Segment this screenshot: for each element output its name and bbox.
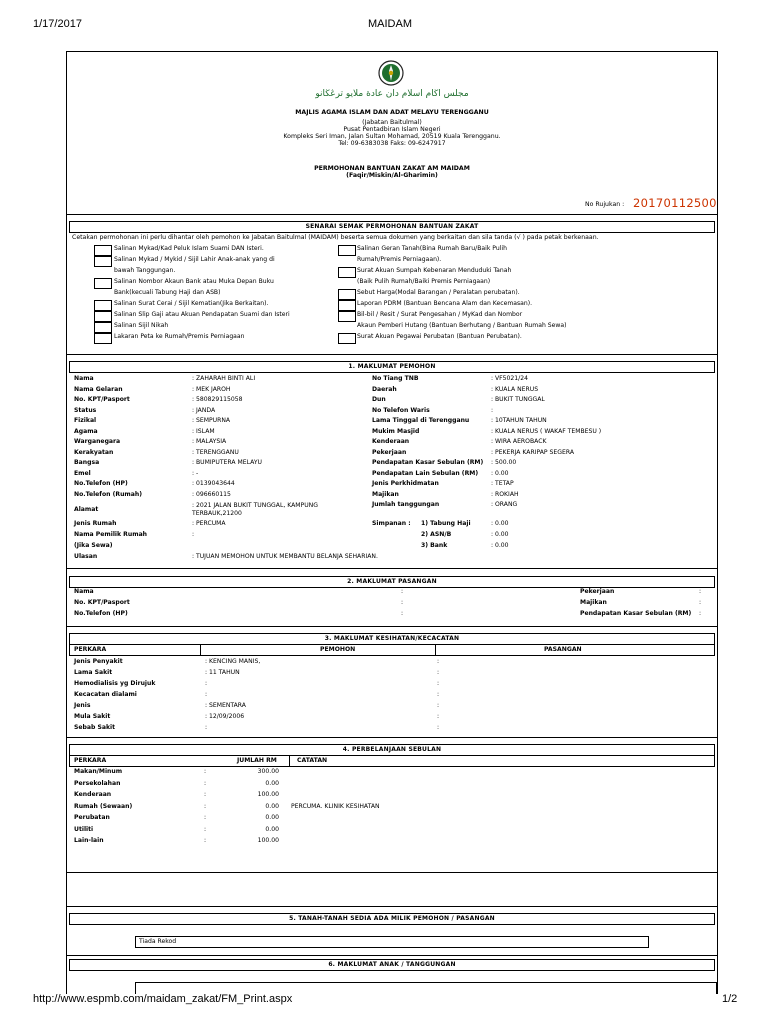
spouse-field-label: No.Telefon (HP) — [74, 610, 128, 617]
health-row-pasangan: : — [437, 669, 440, 676]
checklist-item-left: Salinan Mykad / Mykid / Sijil Lahir Anak-anak yang di — [114, 256, 275, 263]
field-ulasan-value: : TUJUAN MEMOHON UNTUK MEMBANTU BELANJA SEHARIAN. — [192, 553, 378, 560]
applicant-field-label: Pekerjaan — [372, 448, 407, 456]
savings-value: : 0.00 — [491, 531, 509, 538]
section3-title: 3. MAKLUMAT KESIHATAN/KECACATAN — [69, 633, 715, 645]
applicant-field-label: Jenis Perkhidmatan — [372, 480, 439, 487]
applicant-field-value: : MEK JAROH — [192, 385, 231, 393]
applicant-field-value: : JANDA — [192, 406, 216, 414]
expense-row-label: Persekolahan — [74, 779, 121, 787]
section5-title: 5. TANAH-TANAH SEDIA ADA MILIK PEMOHON / PASANGAN — [69, 913, 715, 925]
checklist-item-right: Akaun Pemberi Hutang (Bantuan Berhutang / Bantuan Rumah Sewa) — [357, 322, 567, 329]
checkbox[interactable] — [94, 333, 112, 344]
checkbox[interactable] — [94, 278, 112, 289]
spouse-field-label: Pekerjaan — [580, 588, 615, 595]
savings-value: : 0.00 — [491, 542, 509, 549]
applicant-field-value: : 10TAHUN TAHUN — [491, 417, 547, 424]
spouse-field-value: : — [699, 610, 702, 617]
applicant-field-label: Daerah — [372, 385, 397, 393]
simpanan-label: Simpanan : — [372, 520, 411, 527]
section6-title: 6. MAKLUMAT ANAK / TANGGUNGAN — [69, 959, 715, 971]
checklist-item-right: Rumah/Premis Perniagaan). — [357, 256, 442, 263]
health-row-pemohon: : — [205, 724, 208, 731]
health-row-pasangan: : — [437, 691, 440, 698]
checklist-item-left: Lakaran Peta ke Rumah/Premis Perniagaan — [114, 333, 245, 340]
savings-label: 3) Bank — [421, 542, 448, 549]
applicant-field-label: No Tiang TNB — [372, 375, 419, 382]
applicant-field-value: : KUALA NERUS — [491, 385, 539, 393]
expense-row-amount: 0.00 — [265, 779, 279, 787]
section4-title: 4. PERBELANJAAN SEBULAN — [69, 744, 715, 756]
checkbox[interactable] — [338, 333, 356, 344]
health-row-label: Sebab Sakit — [74, 724, 116, 731]
form-title: PERMOHONAN BANTUAN ZAKAT AM MAIDAM — [314, 165, 470, 172]
health-row-label: Jenis Penyakit — [74, 658, 123, 665]
ref-number: 20170112500 — [633, 196, 717, 210]
checklist-item-left: Salinan Sijil Nikah — [114, 322, 169, 329]
spouse-field-value: : — [699, 588, 702, 595]
health-row-pasangan: : — [437, 680, 440, 687]
applicant-field-label: Kenderaan — [372, 438, 410, 445]
expense-row-colon: : — [204, 837, 207, 844]
expense-row-colon: : — [204, 802, 207, 810]
expense-row-amount: 100.00 — [257, 791, 279, 798]
applicant-field-label: Fizikal — [74, 417, 97, 424]
expense-row-label: Lain-lain — [74, 837, 104, 844]
expense-row-colon: : — [204, 768, 207, 775]
expense-row-colon: : — [204, 814, 207, 821]
expense-row-label: Rumah (Sewaan) — [74, 802, 133, 810]
expense-row-note: PERCUMA. KLINIK KESIHATAN — [291, 802, 380, 810]
section2-title: 2. MAKLUMAT PASANGAN — [69, 576, 715, 588]
checkbox[interactable] — [338, 289, 356, 300]
applicant-field-value: : VF5021/24 — [491, 375, 528, 382]
applicant-field-value: : BUKIT TUNGGAL — [491, 396, 545, 403]
health-row-pemohon: : — [205, 680, 208, 687]
checklist-item-right: (Baik Pulih Rumah/Baiki Premis Perniagaan) — [357, 278, 491, 285]
checklist-item-right: Salinan Geran Tanah(Bina Rumah Baru/Baik Pulih — [357, 245, 507, 252]
checklist-item-right: Bil-bil / Resit / Surat Pengesahan / MyKad dan Nombor — [357, 311, 523, 318]
org-phone: Tel: 09-6383038 Faks: 09-6247917 — [338, 140, 446, 147]
health-row-label: Jenis — [74, 702, 91, 709]
applicant-field-label: Majikan — [372, 490, 399, 498]
checkbox[interactable] — [338, 267, 356, 278]
form-subtitle: (Faqir/Miskin/Al-Gharimin) — [346, 172, 438, 179]
maidam-logo — [378, 60, 404, 86]
applicant-field-value: : BUMIPUTERA MELAYU — [192, 459, 263, 466]
applicant-field-value: : TERENGGANU — [192, 448, 239, 456]
spouse-field-label: Majikan — [580, 599, 607, 606]
checklist-item-left: Salinan Nombor Akaun Bank atau Muka Depan Buku — [114, 278, 274, 285]
applicant-field-value: : 0139043644 — [192, 480, 235, 487]
applicant-field-value: : ISLAM — [192, 427, 215, 435]
print-url: http://www.espmb.com/maidam_zakat/FM_Print.aspx — [33, 993, 293, 1005]
applicant-field-value: : ZAHARAH BINTI ALI — [192, 375, 256, 382]
spouse-field-value: : — [401, 588, 404, 595]
applicant-field-label: Pendapatan Kasar Sebulan (RM) — [372, 459, 484, 466]
expense-row-amount: 0.00 — [265, 802, 279, 810]
checklist-item-left: Salinan Mykad/Kad Peluk Islam Suami DAN Isteri. — [114, 245, 264, 252]
checklist-item-right: Sebut Harga(Modal Barangan / Peralatan perubatan). — [357, 289, 520, 296]
applicant-field-label: No.Telefon (Rumah) — [74, 490, 143, 498]
spouse-field-value: : — [401, 599, 404, 606]
savings-value: : 0.00 — [491, 520, 509, 527]
checkbox[interactable] — [94, 256, 112, 267]
checkbox[interactable] — [338, 245, 356, 256]
health-table-header: PERKARA PEMOHON PASANGAN — [69, 644, 715, 656]
land-record-box: Tiada Rekod — [135, 936, 649, 948]
print-date: 1/17/2017 — [33, 18, 82, 30]
spouse-field-value: : — [699, 599, 702, 606]
spouse-field-label: Nama — [74, 588, 94, 595]
health-row-label: Kecacatan dialami — [74, 691, 137, 698]
spouse-field-label: No. KPT/Pasport — [74, 599, 130, 606]
checklist-item-left: bawah Tanggungan. — [114, 267, 176, 274]
expense-row-label: Perubatan — [74, 814, 110, 821]
print-title: MAIDAM — [368, 18, 412, 30]
checklist-title: SENARAI SEMAK PERMOHONAN BANTUAN ZAKAT — [69, 221, 715, 233]
applicant-field-label: No Telefon Waris — [372, 406, 430, 414]
applicant-field-value: : - — [192, 469, 199, 477]
spouse-field-value: : — [401, 610, 404, 617]
org-name: MAJLIS AGAMA ISLAM DAN ADAT MELAYU TERENGGANU — [295, 109, 489, 116]
expense-row-amount: 0.00 — [265, 814, 279, 821]
health-row-label: Hemodialisis yg Dirujuk — [74, 680, 156, 687]
health-row-pemohon: : KENCING MANIS, — [205, 658, 261, 665]
applicant-field-label: Jumlah tanggungan — [372, 501, 440, 508]
checkbox[interactable] — [94, 245, 112, 256]
applicant-field-label: Nama Gelaran — [74, 385, 123, 393]
health-row-pasangan: : — [437, 724, 440, 731]
health-row-pemohon: : — [205, 691, 208, 698]
checklist-intro: Cetakan permohonan ini perlu dihantar oleh pemohon ke Jabatan Baitulmal (MAIDAM) beserta semua dokumen yang berkaitan dan sila tanda (√ ) pada petak berkenaan. — [72, 234, 599, 241]
health-row-pasangan: : — [437, 702, 440, 709]
applicant-field-label: Warganegara — [74, 438, 121, 445]
applicant-field-value: : 580829115058 — [192, 396, 243, 403]
applicant-field-value: : ORANG — [491, 501, 518, 508]
health-row-pemohon: : SEMENTARA — [205, 702, 246, 709]
health-row-pemohon: : 11 TAHUN — [205, 669, 240, 676]
checkbox[interactable] — [338, 311, 356, 322]
applicant-field-label: Kerakyatan — [74, 448, 114, 456]
health-row-label: Mula Sakit — [74, 713, 111, 720]
expense-row-colon: : — [204, 791, 207, 798]
applicant-field-value: : 0.00 — [491, 469, 509, 477]
health-row-pasangan: : — [437, 713, 440, 720]
expense-row-label: Kenderaan — [74, 791, 112, 798]
health-row-pasangan: : — [437, 658, 440, 665]
centre-name: Pusat Pentadbiran Islam Negeri — [343, 126, 441, 133]
applicant-field-label: No. KPT/Pasport — [74, 396, 130, 403]
checkbox[interactable] — [94, 322, 112, 333]
applicant-field-label: Status — [74, 406, 97, 414]
ref-label: No Rujukan : — [585, 201, 625, 208]
dept-name: (Jabatan Baitulmal) — [362, 119, 422, 126]
checkbox[interactable] — [338, 300, 356, 311]
applicant-field-value: : MALAYSIA — [192, 438, 227, 445]
savings-label: 2) ASN/B — [421, 531, 452, 538]
checklist-item-left: Bank(kecuali Tabung Haji dan ASB) — [114, 289, 221, 296]
health-row-pemohon: : 12/09/2006 — [205, 713, 245, 720]
expense-row-amount: 100.00 — [257, 837, 279, 844]
alamat-line1: : 2021 JALAN BUKIT TUNGGAL, KAMPUNG — [192, 502, 318, 509]
applicant-field-value: : ROKIAH — [491, 490, 519, 498]
checklist-item-right: Laporan PDRM (Bantuan Bencana Alam dan Kecemasan). — [357, 300, 533, 307]
expense-row-colon: : — [204, 825, 207, 833]
expense-row-amount: 0.00 — [265, 825, 279, 833]
form-frame: مجلس اڬام اسلام دان عادة ملايو ترڠڬانو MAJLIS AGAMA ISLAM DAN ADAT MELAYU TERENGGANU (Jabatan Baitulmal) Pusat Pentadbiran Islam Negeri Kompleks Seri Iman, Jalan Sultan Mohamad, 20519 Kuala Terengganu. Tel: 09-6383038 Faks: 09-6247917 PERMOHONAN BANTUAN ZAKAT AM MAIDAM (Faqir/Miskin/Al-Gharimin) No Rujukan : 20170112500 SENARAI SEMAK PERMOHONAN BANTUAN ZAKAT Cetakan permohonan ini perlu dihantar oleh pemohon ke Jabatan Baitulmal (MAIDAM) beserta semua dokumen yang berkaitan dan sila tanda (√ ) pada petak berkenaan. Salinan Mykad/Kad Peluk Islam Suami DAN Isteri. Salinan Mykad / Mykid / Sijil Lahir Anak-anak yang di bawah Tanggungan. Salinan Nombor Akaun Bank atau Muka Depan Buku Bank(kecuali Tabung Haji dan ASB) Salinan Surat Cerai / Sijil Kematian(Jika Berkaitan). Salinan Slip Gaji atau Akuan Pendapatan Suami dan Isteri Salinan Sijil Nikah Lakaran Peta ke Rumah/Premis Perniagaan Salinan Geran Tanah(Bina Rumah Baru/Baik Pulih Rumah/Premis Perniagaan). Surat Akuan Sumpah Kebenaran Menduduki Tanah (Baik Pulih Rumah/Baiki Premis Perniagaan) Sebut Harga(Modal Barangan / Peralatan perubatan). Laporan PDRM (Bantuan Bencana Alam dan Kecemasan). Bil-bil / Resit / Surat Pengesahan / MyKad dan Nombor Akaun Pemberi Hutang (Bantuan Berhutang / Bantuan Rumah Sewa) Surat Akuan Pegawai Perubatan (Bantuan Perubatan). 1. MAKLUMAT PEMOHON Nama : ZAHARAH BINTI ALI Nama Gelaran : MEK JAROH No. KPT/Pasport : 580829115058 Status : JANDA Fizikal : SEMPURNA Agama : ISLAM Warganegara : MALAYSIA Kerakyatan : TERENGGANU Bangsa : BUMIPUTERA MELAYU Emel : - No.Telefon (HP) : 0139043644 No.Telefon (Rumah) : 096660115 No Tiang TNB : VF5021/24 Daerah : KUALA NERUS Dun : BUKIT TUNGGAL No Telefon Waris : Lama Tinggal di Terengganu : 10TAHUN TAHUN Mukim Masjid : KUALA NERUS ( WAKAF TEMBESU ) Kenderaan : WIRA AEROBACK Pekerjaan : PEKERJA KARIPAP SEGERA Pendapatan Kasar Sebulan (RM) : 500.00 Pendapatan Lain Sebulan (RM) : 0.00 Jenis Perkhidmatan : TETAP Majikan : ROKIAH Jumlah tanggungan : ORANG Alamat : 2021 JALAN BUKIT TUNGGAL, KAMPUNG TERBAUK,21200 Jenis Rumah : PERCUMA Nama Pemilik Rumah : (Jika Sewa) Ulasan : TUJUAN MEMOHON UNTUK MEMBANTU BELANJA SEHARIAN. Simpanan : 1) Tabung Haji : 0.00 2) ASN/B : 0.00 3) Bank : 0.00 2. MAKLUMAT PASANGAN Nama : No. KPT/Pasport : No.Telefon (HP) : Pekerjaan : Majikan : Pendapatan Kasar Sebulan (RM) : 3. MAKLUMAT KESIHATAN/KECACATAN PERKARA PEMOHON PASANGAN Jenis Penyakit : KENCING MANIS, : Lama Sakit : 11 TAHUN : Hemodialisis yg Dirujuk : : Kecacatan dialami : : Jenis : SEMENTARA : Mula Sakit : 12/09/2006 : Sebab Sakit : : 4. PERBELANJAAN SEBULAN PERKARA JUMLAH RM CATATAN Makan/Minum : 300.00 Persekolahan : 0.00 Kenderaan : 100.00 Rumah (Sewaan) : 0.00 PERCUMA. KLINIK KESIHATAN Perubatan : 0.00 Utiliti : 0.00 Lain-lain : 100.00 5. TANAH-TANAH SEDIA ADA MILIK PEMOHON / PASANGAN Tiada Rekod 6. MAKLUMAT ANAK / TANGGUNGAN — [66, 51, 718, 994]
applicant-field-value: : — [491, 406, 494, 414]
print-page: 1/2 — [722, 993, 738, 1005]
applicant-field-label: No.Telefon (HP) — [74, 480, 128, 487]
checkbox[interactable] — [94, 311, 112, 322]
expense-row-label: Makan/Minum — [74, 768, 123, 775]
applicant-field-value: : 500.00 — [491, 459, 517, 466]
expense-row-label: Utiliti — [74, 825, 94, 833]
alamat-line2: TERBAUK,21200 — [192, 510, 242, 517]
checkbox[interactable] — [94, 300, 112, 311]
applicant-field-label: Dun — [372, 396, 386, 403]
field-pemilik-value: : — [192, 531, 195, 538]
applicant-field-value: : 096660115 — [192, 490, 231, 498]
applicant-field-label: Bangsa — [74, 459, 100, 466]
section1-title: 1. MAKLUMAT PEMOHON — [69, 361, 715, 373]
applicant-field-label: Lama Tinggal di Terengganu — [372, 417, 470, 424]
applicant-field-label: Pendapatan Lain Sebulan (RM) — [372, 469, 479, 477]
expense-row-colon: : — [204, 779, 207, 787]
checklist-item-left: Salinan Surat Cerai / Sijil Kematian(Jika Berkaitan). — [114, 300, 269, 307]
checklist-item-left: Salinan Slip Gaji atau Akuan Pendapatan Suami dan Isteri — [114, 311, 290, 318]
applicant-field-label: Mukim Masjid — [372, 427, 420, 435]
expense-table-header: PERKARA JUMLAH RM CATATAN — [69, 755, 715, 767]
spouse-field-label: Pendapatan Kasar Sebulan (RM) — [580, 610, 692, 617]
applicant-field-label: Agama — [74, 427, 98, 435]
arabic-calligraphy: مجلس اڬام اسلام دان عادة ملايو ترڠڬانو — [315, 89, 469, 99]
org-address: Kompleks Seri Iman, Jalan Sultan Mohamad, 20519 Kuala Terengganu. — [283, 133, 501, 140]
applicant-field-value: : WIRA AEROBACK — [491, 438, 547, 445]
applicant-field-label: Nama — [74, 375, 94, 382]
applicant-field-label: Emel — [74, 469, 91, 477]
field-jenis-rumah-value: : PERCUMA — [192, 520, 226, 527]
applicant-field-value: : SEMPURNA — [192, 417, 231, 424]
applicant-field-value: : TETAP — [491, 480, 514, 487]
expense-row-amount: 300.00 — [257, 768, 279, 775]
applicant-field-value: : KUALA NERUS ( WAKAF TEMBESU ) — [491, 427, 602, 435]
checklist-item-right: Surat Akuan Sumpah Kebenaran Menduduki Tanah — [357, 267, 512, 274]
checklist-item-right: Surat Akuan Pegawai Perubatan (Bantuan Perubatan). — [357, 333, 522, 340]
savings-label: 1) Tabung Haji — [421, 520, 471, 527]
applicant-field-value: : PEKERJA KARIPAP SEGERA — [491, 448, 574, 456]
health-row-label: Lama Sakit — [74, 669, 113, 676]
